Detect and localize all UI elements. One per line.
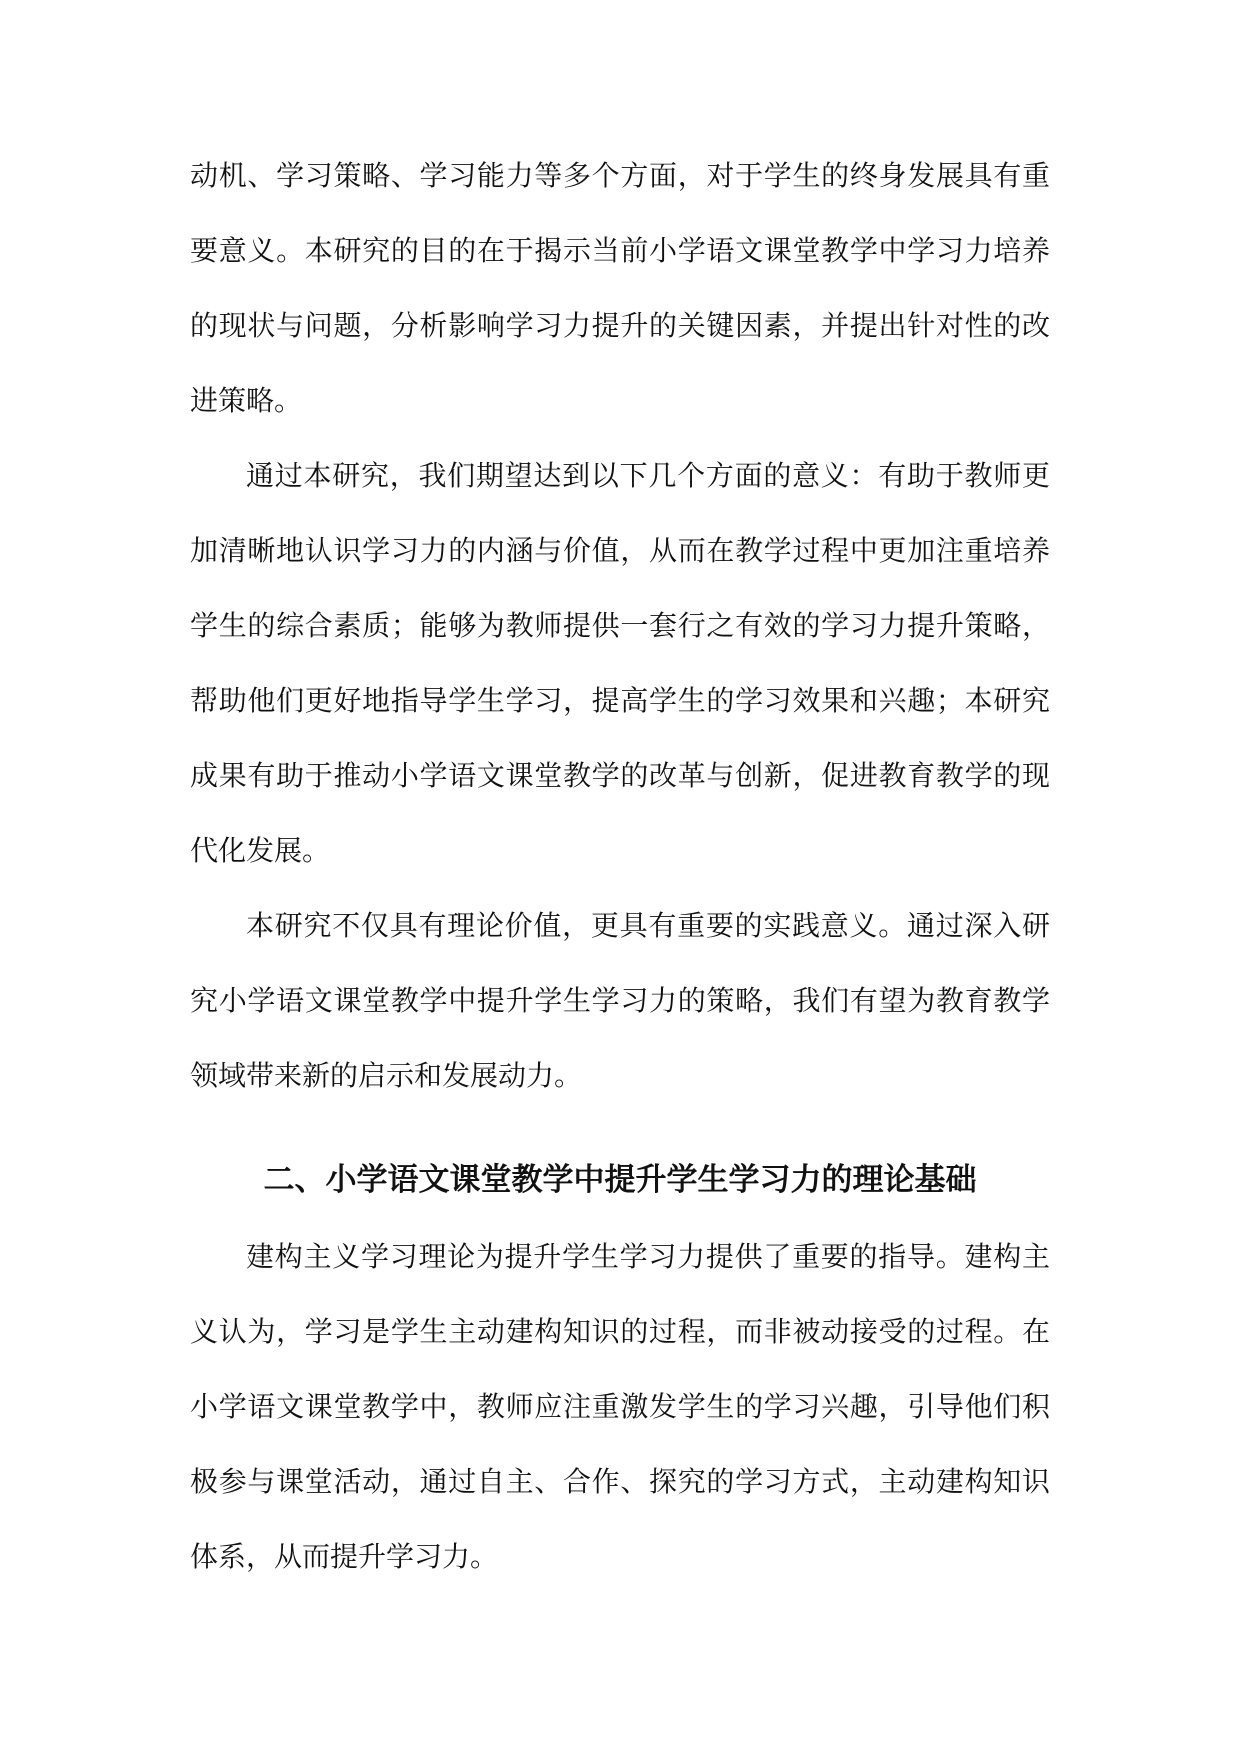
document-body — [190, 138, 1050, 1594]
paragraph-constructivism: 建构主义学习理论为提升学生学习力提供了重要的指导。建构主义认为，学习是学生主动建构知识的过程，而非被动接受的过程。在小学语文课堂教学中，教师应注重激发学生的学习兴趣，引导他们积极参与课堂活动，通过自主、合作、探究的学习方式，主动建构知识体系，从而提升学习力。 — [190, 1240, 1050, 1573]
section-heading: 二、小学语文课堂教学中提升学生学习力的理论基础 — [263, 1162, 977, 1198]
paragraph-significance: 通过本研究，我们期望达到以下几个方面的意义：有助于教师更加清晰地认识学习力的内涵与价值，从而在教学过程中更加注重培养学生的综合素质；能够为教师提供一套行之有效的学习力提升策略，帮助他们更好地指导学生学习，提高学生的学习效果和兴趣；本研究成果有助于推动小学语文课堂教学的改革与创新，促进教育教学的现代化发展。 — [190, 459, 1050, 867]
paragraph-value: 本研究不仅具有理论价值，更具有重要的实践意义。通过深入研究小学语文课堂教学中提升学生学习力的策略，我们有望为教育教学领域带来新的启示和发展动力。 — [190, 909, 1050, 1092]
paragraph-continuation: 动机、学习策略、学习能力等多个方面，对于学生的终身发展具有重要意义。本研究的目的在于揭示当前小学语文课堂教学中学习力培养的现状与问题，分析影响学习力提升的关键因素，并提出针对性的改进策略。 — [190, 159, 1050, 417]
